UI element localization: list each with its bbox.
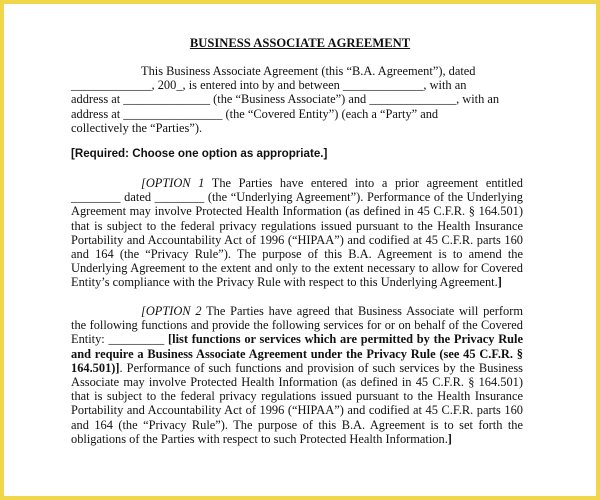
required-note: [Required: Choose one option as appropriate.]: [71, 147, 328, 160]
bottom-fade: [10, 464, 590, 490]
option-1-label: [OPTION 1: [141, 176, 205, 190]
intro-line-4: address at ________________ (the “Covered Entity”) (each a “Party” and: [71, 106, 439, 121]
intro-line-5: collectively the “Parties”).: [71, 120, 203, 135]
option-1-close: ]: [497, 275, 502, 290]
option-2-bold-text: [list functions or services which are permitted by the Privacy Rule and require a Business Associate Agreement under the Privacy Rule (see 45 C.F.R. § 164.501)]: [71, 332, 524, 375]
option-1-text: The Parties have entered into a prior agreement entitled ________ dated ________ (the “Underlying Agreement”). Performance of the Underlying Agreement may involve Protected Health Information (as defined in 45 C.F.R. § 164.501) that is subject to the federal privacy regulations issued pursuant to the Health Insurance Portability and Accountability Act of 1996 (“HIPAA”) and codified at 45 C.F.R. parts 160 and 164 (the “Privacy Rule”). The purpose of this B.A. Agreement is to amend the Underlying Agreement to the extent and only to the extent necessary to allow for Covered Entity’s compliance with the Privacy Rule with respect to this Underlying Agreement.: [71, 176, 523, 290]
intro-line-1: This Business Associate Agreement (this “B.A. Agreement”), dated: [141, 64, 476, 78]
option-1-paragraph: [71, 176, 523, 290]
option-2-close: ]: [447, 431, 452, 446]
option-2-paragraph: [71, 304, 523, 446]
option-2-text-b: . Performance of such functions and provision of such services by the Business Associate may involve Protected Health Information (as defined in 45 C.F.R. § 164.501) that is subject to the federal privacy regulations issued pursuant to the Health Insurance Portability and Accountability Act of 1996 (“HIPAA”) and codified at 45 C.F.R. parts 160 and 164 (the “Privacy Rule”). The purpose of this B.A. Agreement is to set forth the obligations of the Parties with respect to such Protected Health Information.: [71, 360, 523, 446]
document-title: BUSINESS ASSOCIATE AGREEMENT: [189, 36, 411, 50]
intro-line-2: _____________, 200_, is entered into by and between _____________, with an: [71, 78, 467, 93]
option-2-text-a: The Parties have agreed that Business Associate will perform the following functions and provide the following services for or on behalf of the Covered Entity: _________: [71, 304, 523, 347]
intro-paragraph: [71, 64, 523, 135]
document-page: [10, 10, 590, 490]
option-2-label: [OPTION 2: [141, 304, 202, 318]
intro-line-3: address at ______________ (the “Business Associate”) and ______________, with an: [71, 92, 500, 107]
